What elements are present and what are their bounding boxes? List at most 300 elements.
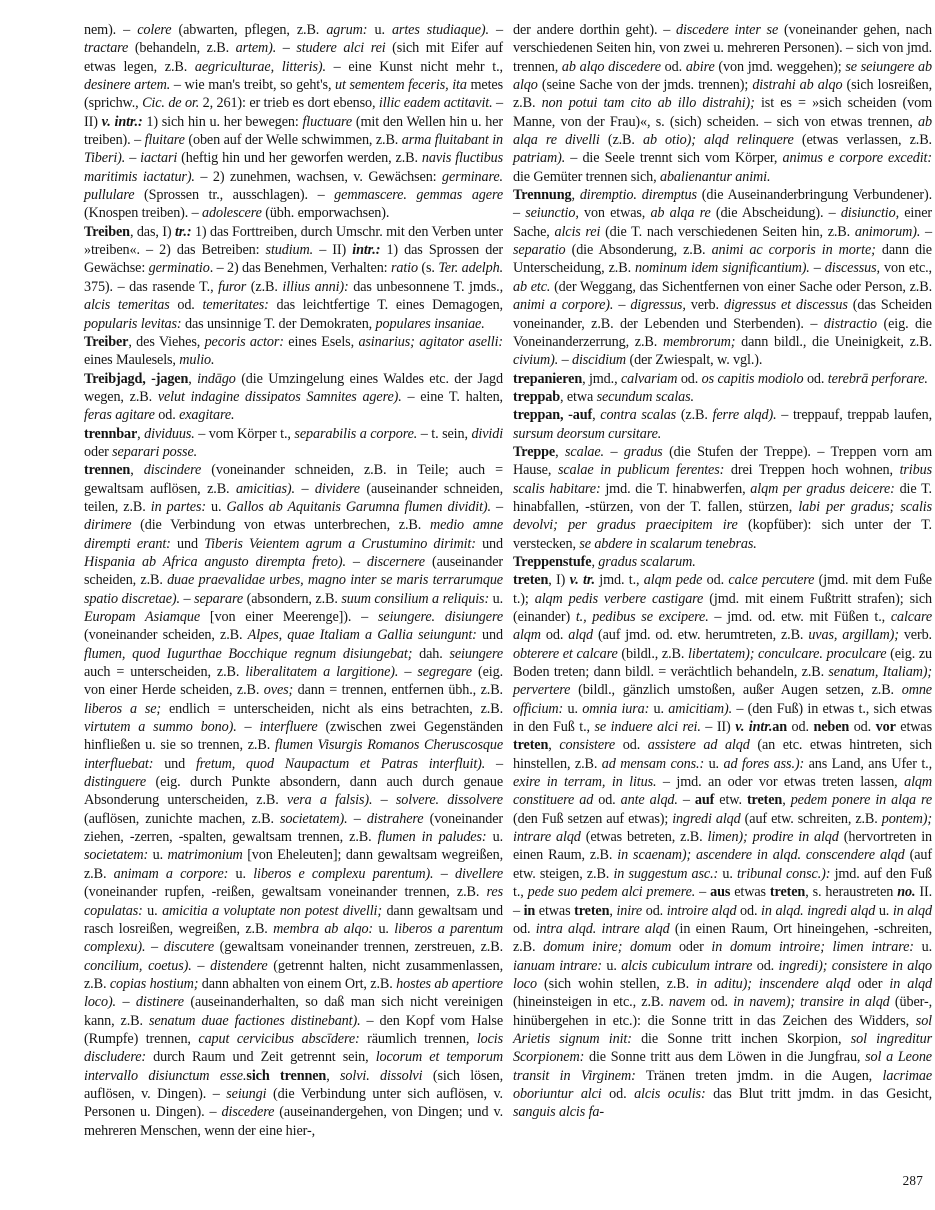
- german-text: ,: [137, 425, 145, 442]
- german-text: das leichtfertige T. eines Demagogen,: [268, 297, 503, 314]
- latin-term: illius anni):: [282, 278, 349, 295]
- latin-term: obterere et calcare: [513, 645, 618, 662]
- latin-term: ad fores ass.):: [723, 755, 805, 772]
- german-text: od.: [615, 737, 648, 754]
- german-text: u.: [875, 902, 893, 919]
- german-text: etwas: [895, 719, 932, 736]
- german-text: od.: [642, 902, 667, 919]
- latin-term: secundum scalas.: [596, 388, 694, 405]
- latin-term: digressus,: [630, 297, 686, 314]
- german-text: ist es = »sich scheiden (vom Manne, von der Frau)«, s. (sich) scheiden. – sich von etwas trennen,: [513, 95, 932, 130]
- german-text: , etwa: [560, 388, 597, 405]
- latin-term: iactari: [140, 150, 178, 167]
- german-text: 1) das Forttreiben, durch Umschr. mit den Verben unter »treiben«. – 2) das Betreiben:: [84, 223, 503, 259]
- latin-term: temeritates:: [202, 297, 269, 314]
- german-text: (den Fuß setzen auf etwas);: [513, 810, 673, 827]
- latin-term: digressus et discessus: [723, 297, 848, 314]
- latin-term: virtutem a summo bono).: [84, 719, 237, 736]
- german-text: jmd. die T. hinabwerfen,: [600, 480, 751, 497]
- latin-term: navis fluctibus maritimis iactatur).: [84, 150, 504, 185]
- german-text: u.: [563, 700, 583, 717]
- german-text: ,: [609, 902, 617, 919]
- german-text: auch = unterscheiden, z.B.: [84, 664, 246, 681]
- german-text: Tränen treten jmdm. in die Augen,: [635, 1067, 883, 1084]
- headword-text: neben: [813, 719, 850, 736]
- german-text: 1) sich hin u. her bewegen:: [142, 113, 303, 130]
- latin-term: scalae in publicum ferentes:: [557, 462, 725, 479]
- german-text: (auf etw. schreiten, z.B.: [740, 810, 882, 827]
- headword-text: treten: [769, 884, 806, 901]
- latin-term: distinere: [135, 994, 184, 1011]
- latin-term: suum consilium a reliquis:: [341, 590, 490, 607]
- latin-term: sol ingreditur Scorpionem:: [513, 1030, 932, 1066]
- latin-term: solvi. dissolvi: [340, 1067, 423, 1084]
- german-text: (getrennt halten, nicht zusammenlassen, z.B.: [84, 957, 503, 992]
- latin-term: discutere: [163, 939, 215, 956]
- latin-term: senatum, Italiam); pervertere: [513, 664, 933, 699]
- latin-term: se induere alci rei.: [594, 719, 701, 736]
- entry-paragraph: [84, 425, 503, 462]
- headword-text: treppab: [513, 388, 560, 405]
- german-text: u.: [373, 920, 395, 937]
- german-text: (die Stufen der Treppe). – Treppen vorn am Hause,: [513, 443, 933, 479]
- headword-text: auf: [694, 792, 715, 809]
- german-text: –: [433, 865, 455, 882]
- entry-paragraph: [84, 21, 503, 223]
- german-text: od.: [169, 297, 203, 314]
- german-text: –: [115, 994, 136, 1011]
- latin-term: distractio: [823, 315, 877, 332]
- latin-term: animorum).: [854, 223, 921, 240]
- headword-text: no.: [897, 884, 916, 901]
- german-text: (heftig hin und her geworfen werden, z.B.: [177, 150, 422, 167]
- latin-term: artem).: [235, 40, 277, 57]
- latin-term: populares insaniae.: [375, 315, 485, 332]
- german-text: –: [125, 150, 141, 167]
- latin-term: abalienantur animi.: [659, 168, 771, 185]
- latin-term: ferre alqd).: [712, 407, 777, 424]
- german-text: (eig. die Voneinanderzerrung, z.B.: [513, 315, 932, 350]
- german-text: metes (sprichw.,: [84, 77, 503, 112]
- latin-term: amicitiam).: [668, 700, 732, 717]
- latin-term: in alqd: [889, 975, 932, 992]
- german-text: (voneinander ziehen, -zerren, -spalten, gewaltsam trennen, z.B.: [84, 810, 503, 846]
- headword-text: treppan, -auf: [513, 407, 593, 424]
- latin-term: artes studiaque).: [391, 22, 489, 38]
- german-text: (behandeln, z.B.: [128, 40, 236, 57]
- latin-term: civium).: [513, 352, 559, 369]
- latin-term: contra scalas: [600, 407, 677, 424]
- german-text: (auseinander scheiden, z.B.: [84, 553, 503, 589]
- latin-term: omnia iura:: [582, 700, 650, 717]
- latin-term: labi per gradus; scalis devolvi; per gradus praecipitem ire: [513, 498, 932, 534]
- latin-term: tribunal consc.):: [737, 865, 831, 882]
- german-text: od.: [513, 920, 536, 937]
- german-text: –: [485, 755, 503, 772]
- latin-term: locis discludere:: [84, 1030, 504, 1066]
- german-text: etwas: [730, 884, 770, 901]
- latin-term: fluitare: [144, 132, 185, 149]
- german-text: von etwas,: [578, 205, 651, 222]
- german-text: u.: [913, 939, 932, 956]
- latin-term: germinare. pullulare: [84, 168, 503, 204]
- german-text: od.: [677, 370, 702, 387]
- german-text: (die Umzingelung eines Waldes etc. der Jagd wegen, z.B.: [84, 370, 503, 405]
- latin-term: navem: [668, 994, 706, 1011]
- latin-term: intra alqd. intrare alqd: [535, 920, 670, 937]
- latin-term: alqm constituere ad: [513, 774, 932, 809]
- german-text: einer Sache,: [513, 205, 932, 240]
- german-text: 2, 261): er trieb es dort ebenso,: [199, 95, 379, 112]
- latin-term: ut sementem feceris, ita: [335, 77, 467, 94]
- german-text: ,: [591, 553, 599, 570]
- german-text: oder: [671, 939, 712, 956]
- headword-text: trennen: [84, 462, 131, 479]
- latin-term: germinatio: [148, 260, 210, 277]
- headword-text: trepanieren: [513, 370, 583, 387]
- german-text: od.: [752, 957, 779, 974]
- latin-term: liberos e complexu parentum).: [253, 865, 434, 882]
- latin-term: alqm per gradus deicere:: [750, 480, 895, 497]
- latin-term: hostes ab apertiore loco).: [84, 975, 503, 1011]
- german-text: u.: [704, 755, 724, 772]
- latin-term: seiungere: [449, 645, 504, 662]
- latin-term: dirimere: [84, 517, 132, 534]
- latin-term: Gallos ab Aquitanis Garumna flumen dividit).: [226, 498, 491, 515]
- german-text: das unsinnige T. der Demokraten,: [181, 315, 376, 332]
- latin-term: tractare: [84, 40, 129, 57]
- german-text: (der Zwiespalt, w. vgl.).: [626, 352, 763, 369]
- german-text: jmd. t.,: [594, 572, 644, 589]
- latin-term: os capitis modiolo: [701, 370, 804, 387]
- latin-term: dividere: [314, 480, 360, 497]
- german-text: (die Verbindung unter sich auflösen, v. Personen u. Dingen). –: [84, 1085, 503, 1121]
- latin-term: vera a falsis).: [286, 792, 373, 809]
- latin-term: feras agitare: [84, 407, 155, 424]
- german-text: nem). –: [84, 22, 138, 38]
- german-text: dann gewaltsam und rasch losreißen, wegreißen, z.B.: [84, 902, 503, 937]
- german-text: od.: [660, 58, 686, 75]
- german-text: (z.B.: [676, 407, 713, 424]
- german-text: od.: [702, 572, 729, 589]
- german-text: , jmd.,: [582, 370, 621, 387]
- german-text: u.: [205, 498, 227, 515]
- headword-text: Treppe: [513, 443, 556, 460]
- latin-term: domum inire; domum: [543, 939, 672, 956]
- german-text: –: [603, 443, 624, 460]
- german-text: und: [170, 535, 205, 552]
- latin-term: alcis cubiculum intrare: [621, 957, 753, 974]
- german-text: , das, I): [129, 223, 175, 240]
- german-text: (oben auf der Welle schwimmen, z.B.: [184, 132, 402, 149]
- german-text: (jmd. mit einem Fußtritt strafen); sich (einander): [513, 590, 932, 625]
- german-text: (z.B.: [599, 132, 643, 149]
- text-column-left: [84, 21, 503, 1140]
- latin-term: illic eadem actitavit.: [378, 95, 493, 112]
- latin-term: aegriculturae, litteris).: [194, 58, 326, 75]
- entry-paragraph: [513, 370, 932, 388]
- latin-term: in scaenam); ascendere in alqd. conscendere alqd: [617, 847, 905, 864]
- german-text: –: [613, 297, 631, 314]
- latin-term: seiungere. disiungere: [378, 609, 504, 625]
- latin-term: sol a Leone transit in Virginem:: [513, 1049, 932, 1084]
- latin-term: distinguere: [84, 774, 146, 791]
- german-text: –: [490, 498, 503, 515]
- latin-term: discidium: [571, 352, 627, 369]
- latin-term: fluctuare: [302, 113, 353, 130]
- german-text: ,: [130, 462, 144, 479]
- latin-term: duae praevalidae urbes, magno inter se maris terrarumque spatio discretae).: [84, 572, 503, 607]
- latin-term: fretum, quod Naupactum et Patras interfluit).: [195, 755, 486, 772]
- german-text: od.: [787, 719, 814, 736]
- german-text: od.: [705, 994, 734, 1011]
- latin-term: se seiungere ab alqo: [513, 58, 932, 94]
- latin-term: ab alqa re divelli: [513, 113, 932, 149]
- german-text: (die Absonderung, z.B.: [565, 242, 712, 259]
- latin-term: discedere inter se: [675, 22, 779, 38]
- german-text: u.: [228, 865, 254, 882]
- german-text: – treppauf, treppab laufen,: [776, 407, 933, 424]
- latin-term: libertatem); conculcare. proculcare: [688, 645, 887, 662]
- german-text: endlich = unterscheiden, nicht als eins betrachten, z.B.: [161, 700, 503, 717]
- german-text: von etc.,: [879, 260, 932, 277]
- german-text: (zwischen zwei Gegenständen hinfließen u. sie so trennen, z.B.: [84, 719, 503, 754]
- german-text: –: [179, 590, 195, 607]
- latin-term: distrahi ab alqo: [752, 77, 843, 94]
- latin-term: separatio: [513, 242, 566, 259]
- headword-text: Treibjagd, -jagen: [84, 370, 189, 387]
- german-text: dann bildl., die Uneinigkeit, z.B.: [735, 333, 933, 350]
- german-text: (etwas betreten, z.B.: [580, 829, 708, 846]
- entry-paragraph: [84, 370, 503, 425]
- latin-term: furor: [218, 278, 247, 295]
- latin-term: liberalitatem a largitione).: [245, 664, 399, 681]
- latin-term: res copulatas:: [84, 884, 503, 919]
- german-text: u.: [489, 590, 504, 607]
- latin-term: animi a corpore).: [513, 297, 614, 314]
- latin-term: Tiberis Veientem agrum a Crustumino dirimit:: [204, 535, 476, 552]
- german-text: ,: [548, 737, 560, 754]
- german-text: – II): [700, 719, 736, 736]
- german-text: –: [345, 553, 367, 570]
- german-text: od.: [849, 719, 876, 736]
- latin-term: sanguis alcis fa-: [513, 1104, 604, 1121]
- latin-term: medio amne dirempti erant:: [84, 517, 504, 552]
- latin-term: seiungi: [226, 1085, 267, 1102]
- latin-term: calcare alqm: [513, 609, 933, 644]
- german-text: (etwas verlassen, z.B.: [793, 132, 932, 149]
- latin-term: ab etc.: [513, 278, 551, 295]
- latin-term: lacrimae oboriuntur alci: [513, 1067, 933, 1102]
- latin-term: in suggestum asc.:: [613, 865, 719, 882]
- german-text: –: [276, 40, 297, 57]
- german-text: (sich mit Eifer auf etwas legen, z.B.: [84, 40, 503, 75]
- latin-term: discedere: [221, 1104, 275, 1121]
- latin-term: copias hostium;: [109, 975, 199, 992]
- german-text: (der Weggang, das Sichentfernen von einer Sache oder Person, z.B.: [550, 278, 932, 295]
- latin-term: velut indagine dissipatos Samnites agere).: [157, 388, 402, 405]
- latin-term: senatum duae factiones distinebant).: [148, 1012, 361, 1029]
- latin-term: dividi: [471, 425, 504, 442]
- headword-text: treten: [574, 902, 610, 919]
- latin-term: Hispania ab Africa angusto dirempta freto).: [84, 553, 346, 570]
- german-text: (hineinsteigen in etc., z.B.: [513, 994, 669, 1011]
- latin-term: gradus scalarum.: [598, 553, 696, 570]
- latin-term: abire: [685, 58, 715, 75]
- german-text: u.: [649, 700, 669, 717]
- german-text: –: [347, 810, 367, 827]
- latin-term: limen); prodire in alqd: [707, 829, 839, 846]
- entry-paragraph: [513, 553, 932, 571]
- latin-term: amicitias).: [235, 480, 295, 497]
- german-text: –: [372, 792, 396, 809]
- german-text: , des Viehes,: [128, 333, 205, 350]
- german-text: – eine T. halten,: [401, 388, 503, 405]
- german-text: od.: [154, 407, 180, 424]
- latin-term: solvere. dissolvere: [395, 792, 503, 809]
- entry-paragraph: [513, 406, 932, 443]
- headword-text: sich trennen: [246, 1067, 327, 1084]
- german-text: (auseinandergehen, von Dingen; und v. mehreren Menschen, wenn der eine hier-,: [84, 1104, 503, 1139]
- latin-term: adolescere: [202, 205, 262, 222]
- german-text: –: [488, 22, 503, 38]
- latin-term: animi ac corporis in morte;: [711, 242, 876, 259]
- latin-term: concilium, coetus).: [84, 957, 192, 974]
- latin-term: colere: [137, 22, 172, 38]
- latin-term: flumen in paludes:: [377, 829, 487, 846]
- headword-text: aus: [710, 884, 731, 901]
- latin-term: mulio.: [179, 352, 215, 369]
- latin-term: discindere: [143, 462, 202, 479]
- german-text: ,: [782, 792, 791, 809]
- german-text: (von jmd. weggehen);: [714, 58, 846, 75]
- german-text: (auseinanderhalten, so daß man sich nicht vereinigen kann, z.B.: [84, 994, 504, 1029]
- headword-text: in: [523, 902, 536, 919]
- german-text: dah.: [412, 645, 450, 662]
- latin-term: consistere: [559, 737, 616, 754]
- headword-text: an: [772, 719, 788, 736]
- latin-term: alcis oculis:: [634, 1085, 706, 1102]
- german-text: od.: [803, 370, 828, 387]
- german-text: (an etc. etwas hintreten, sich hinstellen, z.B.: [513, 737, 933, 772]
- german-text: (eig. zu Boden treten; dann bildl. = verächtlich behandeln, z.B.: [513, 645, 933, 681]
- headword-text: Treppenstufe: [513, 553, 592, 570]
- latin-term: studere alci rei: [296, 40, 386, 57]
- latin-term: sol Arietis signum init:: [513, 1012, 932, 1047]
- headword-text: treten: [513, 572, 549, 589]
- headword-text: v. intr.:: [101, 113, 143, 130]
- german-text: die Sonne tritt inchen Skorpion,: [631, 1030, 851, 1047]
- german-text: (auf etw. steigen, z.B.: [513, 847, 932, 882]
- headword-text: tr.:: [174, 223, 192, 240]
- latin-term: alqd: [568, 627, 593, 644]
- latin-term: tribus scalis habitare:: [513, 462, 932, 497]
- latin-term: diremptio. diremptus: [579, 187, 697, 204]
- german-text: – jmd. an oder vor etwas treten lassen,: [656, 774, 905, 791]
- german-text: (Sprossen tr., ausschlagen). –: [134, 187, 335, 204]
- german-text: –: [677, 792, 695, 809]
- german-text: ,: [188, 370, 198, 387]
- latin-term: pecoris actor:: [204, 333, 284, 350]
- latin-term: in domum introire; limen intrare:: [711, 939, 914, 956]
- german-text: ,: [592, 407, 601, 424]
- latin-term: nominum idem significantium).: [635, 260, 810, 277]
- german-text: II. –: [513, 884, 933, 919]
- latin-term: liberos a parentum complexu).: [84, 920, 504, 956]
- latin-term: asinarius; agitator aselli:: [358, 333, 503, 350]
- latin-term: societatem:: [84, 847, 149, 864]
- latin-term: caput cervicibus abscīdere:: [198, 1030, 360, 1047]
- latin-term: matrimonium: [167, 847, 243, 864]
- german-text: (absondern, z.B.: [243, 590, 342, 607]
- entry-paragraph: [513, 571, 932, 1121]
- headword-text: treten: [746, 792, 783, 809]
- german-text: –: [558, 352, 572, 369]
- german-text: – vom Körper t.,: [194, 425, 295, 442]
- german-text: ,: [555, 443, 566, 460]
- latin-term: se abdere in scalarum tenebras.: [579, 535, 757, 552]
- latin-term: ingredi alqd: [672, 810, 741, 827]
- latin-term: alqm pedis verbere castigare: [534, 590, 704, 607]
- latin-term: discernere: [366, 553, 425, 570]
- headword-text: v. intr.: [735, 719, 773, 736]
- german-text: ans Land, ans Ufer t.,: [804, 755, 933, 772]
- latin-term: membrorum;: [662, 333, 736, 350]
- german-text: 375). – das rasende T.,: [84, 278, 219, 295]
- latin-term: alqm pede: [643, 572, 703, 589]
- german-text: , s. heraustreten: [805, 884, 898, 901]
- german-text: (eig. von einer Herde scheiden, z.B.: [84, 664, 504, 699]
- latin-term: in partes:: [150, 498, 206, 515]
- german-text: od.: [601, 1085, 635, 1102]
- german-text: –: [920, 223, 933, 240]
- german-text: 1) das Sprossen der Gewächse:: [84, 242, 503, 277]
- latin-term: introire alqd: [666, 902, 737, 919]
- latin-term: oves;: [263, 682, 294, 699]
- latin-term: ab otio); alqd relinquere: [642, 132, 794, 149]
- headword-text: intr.:: [352, 242, 381, 259]
- german-text: (das Scheiden voneinander, z.B. der Lebenden und Sterbenden). –: [513, 297, 932, 332]
- german-text: , I): [548, 572, 570, 589]
- german-text: der andere dorthin geht). –: [513, 22, 676, 38]
- text-columns: [84, 21, 932, 1140]
- german-text: (sich losreißen, z.B.: [513, 77, 932, 112]
- latin-term: segregare: [417, 664, 472, 681]
- page-number: 287: [902, 1173, 923, 1188]
- latin-term: Cic. de or.: [142, 95, 200, 112]
- german-text: –: [145, 939, 164, 956]
- latin-term: arma fluitabant in Tiberi).: [84, 132, 503, 167]
- latin-term: ratio: [390, 260, 418, 277]
- german-text: – eine Kunst nicht mehr t.,: [325, 58, 503, 75]
- german-text: (voneinander scheiden, z.B.: [84, 627, 248, 644]
- german-text: [von Eheleuten]; dann gewaltsam wegreißen, z.B.: [84, 847, 503, 882]
- german-text: (die Verbindung von etwas unterbrechen, z.B.: [131, 517, 430, 534]
- german-text: und: [476, 627, 503, 644]
- latin-term: gemmascere. gemmas agere: [334, 187, 503, 204]
- german-text: – den Kopf vom Halse (Rumpfe) trennen,: [84, 1012, 503, 1047]
- german-text: etwas: [535, 902, 575, 919]
- german-text: die Gemüter trennen sich,: [513, 168, 660, 185]
- latin-term: membra ab alqo:: [273, 920, 374, 937]
- latin-term: ab alqo discedere: [561, 58, 661, 75]
- latin-term: animus e corpore excedit:: [782, 150, 932, 167]
- latin-term: omne officium:: [513, 682, 932, 717]
- latin-term: ingredi); consistere in alqo loco: [513, 957, 932, 992]
- german-text: u.: [601, 957, 622, 974]
- latin-term: calce percutere: [728, 572, 815, 589]
- latin-term: distendere: [210, 957, 268, 974]
